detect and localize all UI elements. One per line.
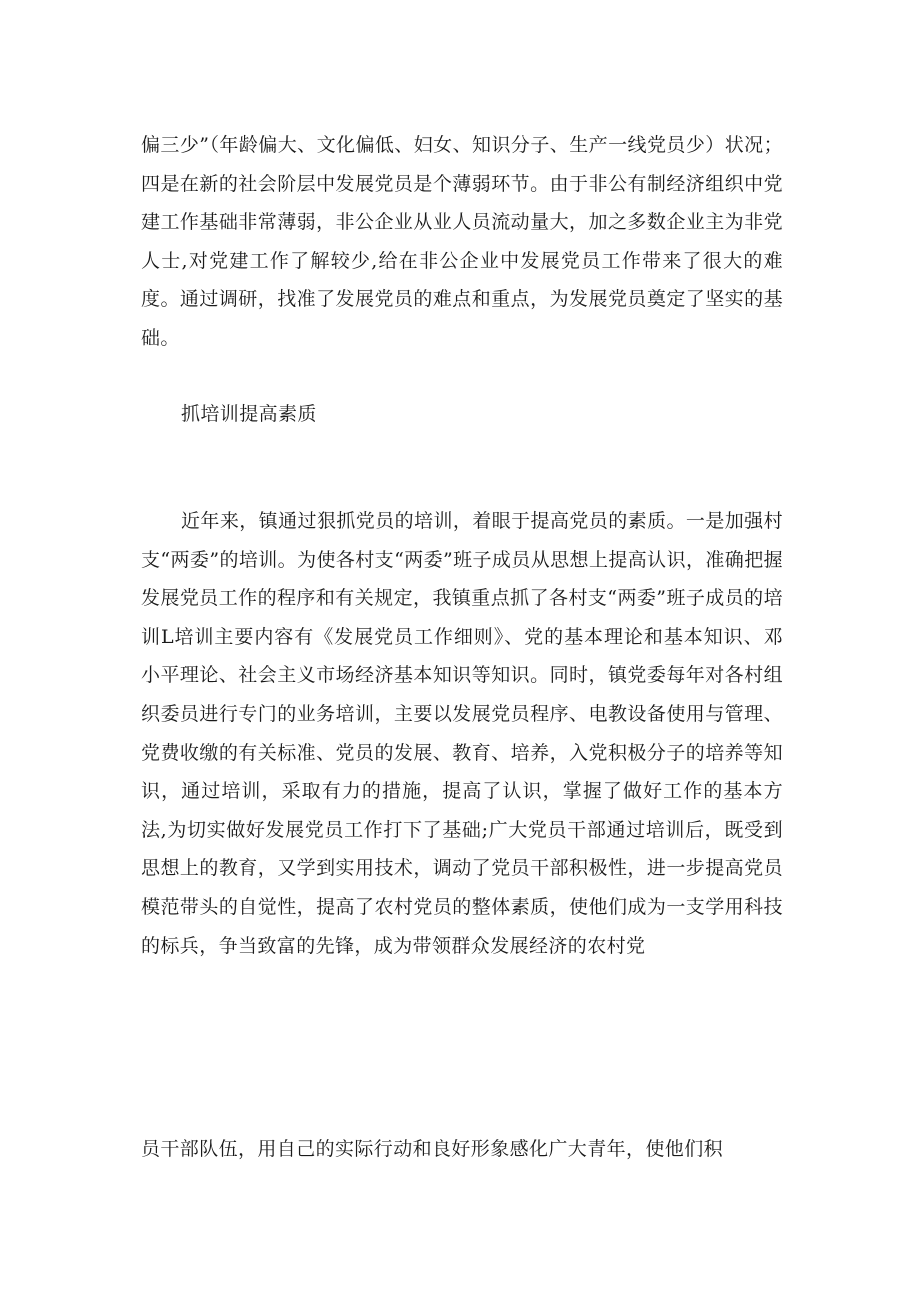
paragraph-2: 近年来，镇通过狠抓党员的培训，着眼于提高党员的素质。一是加强村支“两委”的培训。为使各村支“两委”班子成员从思想上提高认识，准确把握发展党员工作的程序和有关规定，我镇重点抓了各村支“两委”班子成员的培训L培训主要内容有《发展党员工作细则》、党的基本理论和基本知识、邓小平理论、社会主义市场经济基本知识等知识。同时，镇党委每年对各村组织委员进行专门的业务培训，主要以发展党员程序、电教设备使用与管理、党费收缴的有关标准、党员的发展、教育、培养，入党积极分子的培养等知识，通过培训，采取有力的措施，提高了认识，掌握了做好工作的基本方法,为切实做好发展党员工作打下了基础;广大党员干部通过培训后，既受到思想上的教育，又学到实用技术，调动了党员干部积极性，进一步提高党员模范带头的自觉性，提高了农村党员的整体素质，使他们成为一支学用科技的标兵，争当致富的先锋，成为带领群众发展经济的农村党 <box>141 510 783 957</box>
paragraph-3: 员干部队伍，用自己的实际行动和良好形象感化广大青年，使他们积 <box>141 1138 724 1160</box>
section-heading: 抓培训提高素质 <box>181 403 317 425</box>
paragraph-1: 偏三少”（年龄偏大、文化偏低、妇女、知识分子、生产一线党员少）状况；四是在新的社会阶层中发展党员是个薄弱环节。由于非公有制经济组织中党建工作基础非常薄弱，非公企业从业人员流动量大，加之多数企业主为非党人士,对党建工作了解较少,给在非公企业中发展党员工作带来了很大的难度。通过调研，找准了发展党员的难点和重点，为发展党员奠定了坚实的基础。 <box>141 134 783 349</box>
